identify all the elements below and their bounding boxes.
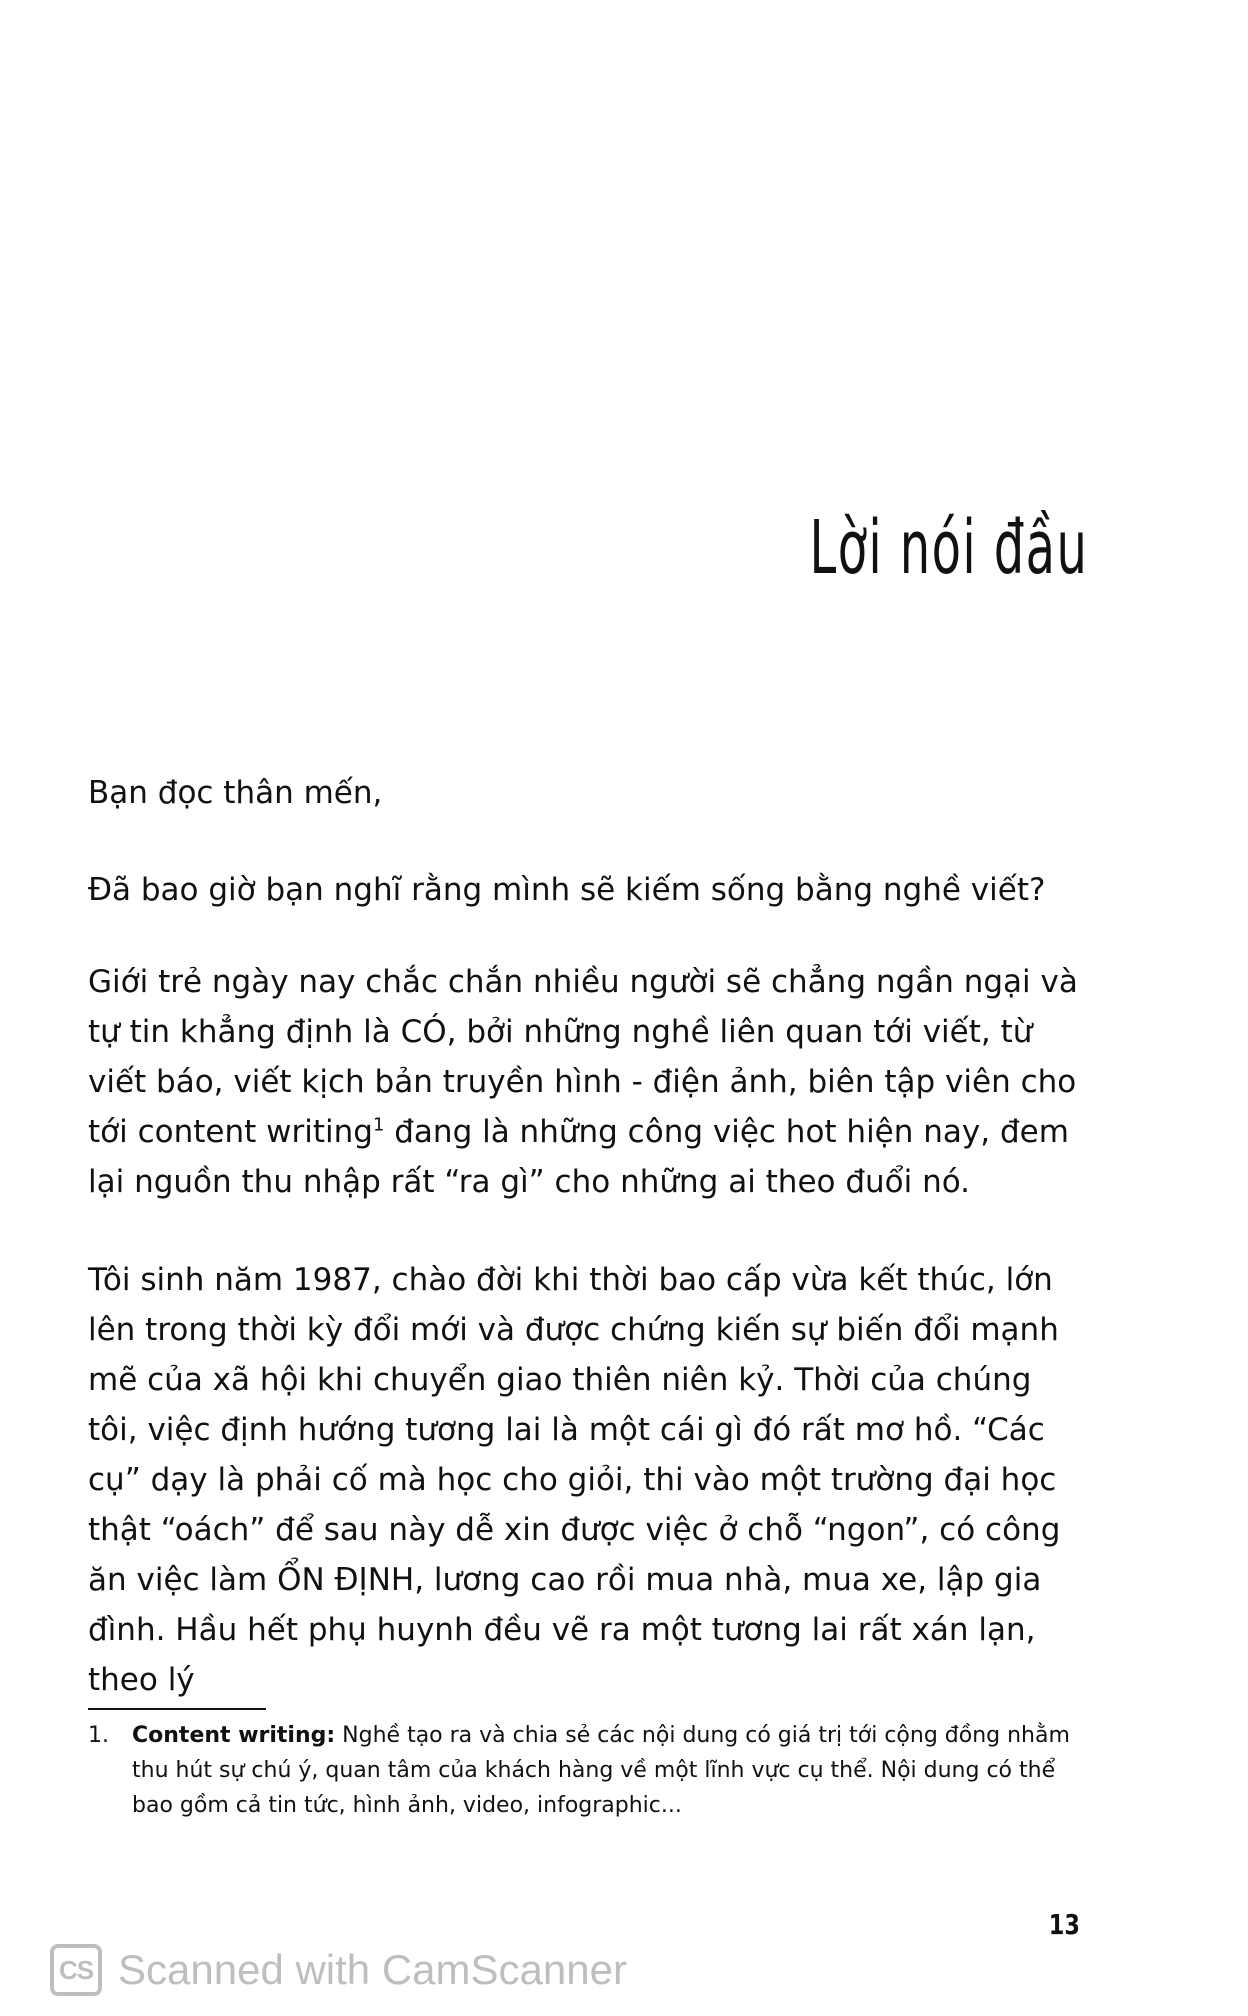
- footnote-number: 1.: [88, 1723, 109, 1748]
- watermark-text: Scanned with CamScanner: [118, 1946, 627, 1993]
- opening-question: Đã bao giờ bạn nghĩ rằng mình sẽ kiếm sống bằng nghề viết?: [88, 872, 1046, 908]
- chapter-title: Lời nói đầu: [809, 505, 1088, 591]
- footnote-reference: 1: [372, 1114, 385, 1136]
- footnote-text: Nghề tạo ra và chia sẻ các nội dung có giá trị tới cộng đồng nhằm thu hút sự chú ý, quan tâm của khách hàng về một lĩnh vực cụ thể. Nội dung có thể bao gồm cả tin tức, hình ảnh, video, infographic...: [132, 1723, 1070, 1818]
- paragraph-1-text-b: đang là những công việc hot hiện nay, đem lại nguồn thu nhập rất “ra gì” cho những ai theo đuổi nó.: [88, 1114, 1069, 1200]
- paragraph-2: Tôi sinh năm 1987, chào đời khi thời bao cấp vừa kết thúc, lớn lên trong thời kỳ đổi mới và được chứng kiến sự biến đổi mạnh mẽ của xã hội khi chuyển giao thiên niên kỷ. Thời của chúng tôi, việc định hướng tương lai là một cái gì đó rất mơ hồ. “Các cụ” dạy là phải cố mà học cho giỏi, thi vào một trường đại học thật “oách” để sau này dễ xin được việc ở chỗ “ngon”, có công ăn việc làm ỔN ĐỊNH, lương cao rồi mua nhà, mua xe, lập gia đình. Hầu hết phụ huynh đều vẽ ra một tương lai rất xán lạn, theo lý: [88, 1262, 1061, 1698]
- camscanner-logo-icon: CS: [50, 1944, 102, 1996]
- scanner-watermark: [50, 1940, 627, 2000]
- footnote: [88, 1718, 1088, 1823]
- paragraph-1: [88, 957, 1088, 1207]
- footnote-term: Content writing:: [132, 1723, 336, 1748]
- paragraph-1-text-a: Giới trẻ ngày nay chắc chắn nhiều người sẽ chẳng ngần ngại và tự tin khẳng định là CÓ, bởi những nghề liên quan tới viết, từ viết báo, viết kịch bản truyền hình - điện ảnh, biên tập viên cho tới content writing: [88, 964, 1078, 1150]
- salutation: Bạn đọc thân mến,: [88, 775, 383, 811]
- page-number: 13: [1048, 1908, 1080, 1941]
- footnote-body: [132, 1718, 1088, 1823]
- footnote-divider: [88, 1708, 266, 1710]
